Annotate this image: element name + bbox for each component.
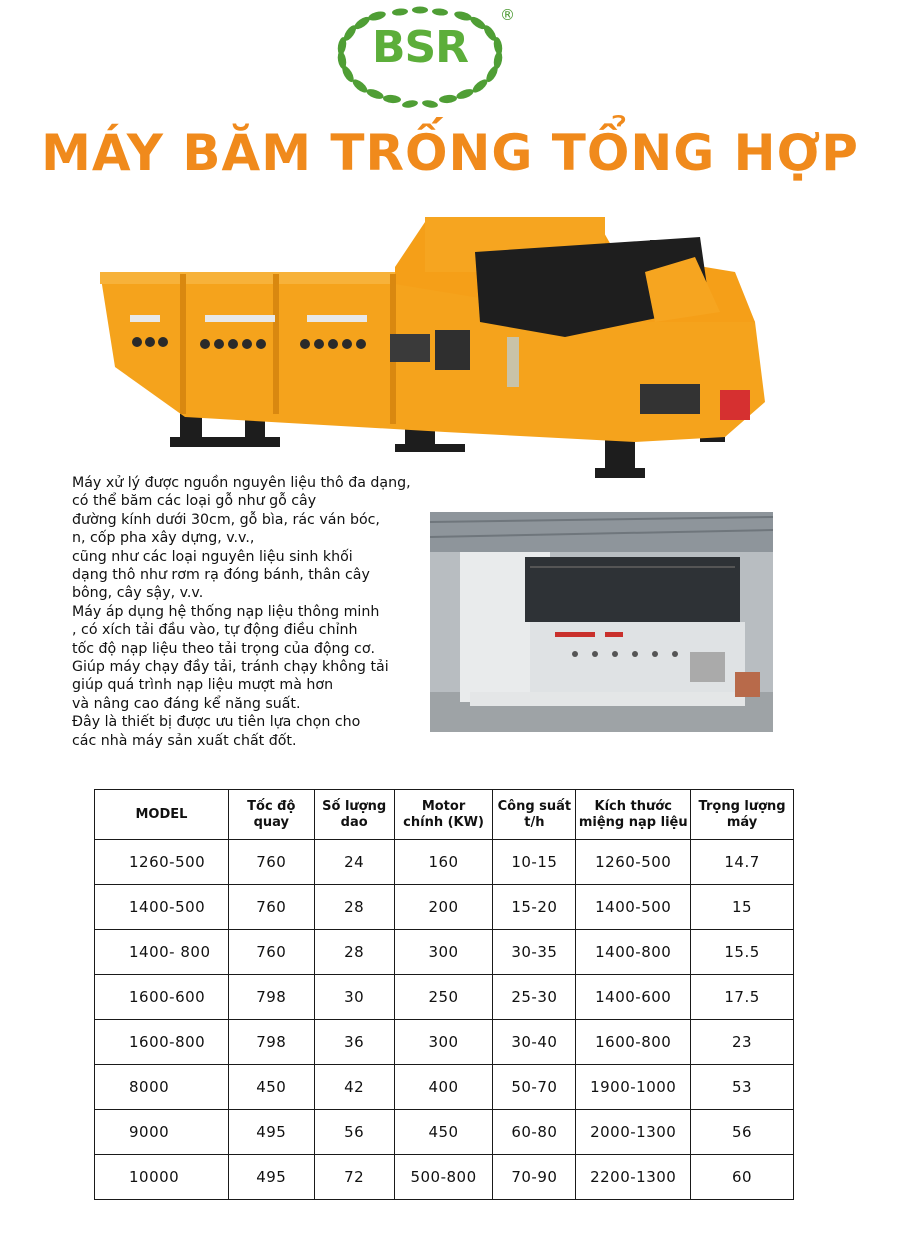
cell-blades: 42 [314,1065,394,1110]
cell-weight: 56 [691,1110,794,1155]
description-line: Đây là thiết bị được ưu tiên lựa chọn cho [72,714,361,731]
cell-speed: 760 [228,885,314,930]
factory-machine-photo [430,512,773,732]
cell-feed-opening: 1900-1000 [576,1065,691,1110]
description-line: đường kính dưới 30cm, gỗ bìa, rác ván bóc, [72,511,380,528]
description-line: n, cốp pha xây dựng, v.v., [72,530,255,547]
description-line: Giúp máy chạy đầy tải, tránh chạy không tải [72,659,389,676]
cell-weight: 17.5 [691,975,794,1020]
cell-blades: 28 [314,930,394,975]
description-line: Máy xử lý được nguồn nguyên liệu thô đa dạng, [72,475,411,491]
cell-motor: 160 [394,840,493,885]
logo-text: BSR [371,22,469,73]
cell-capacity: 70-90 [493,1155,576,1200]
header-text: Motor [421,798,466,814]
cell-speed: 450 [228,1065,314,1110]
cell-feed-opening: 1600-800 [576,1020,691,1065]
cell-speed: 760 [228,840,314,885]
cell-motor: 300 [394,1020,493,1065]
header-text: Công suất [497,798,572,814]
cell-model: 9000 [95,1110,229,1155]
cell-weight: 53 [691,1065,794,1110]
header-text: Trọng lượng [698,798,786,814]
cell-speed: 798 [228,1020,314,1065]
table-row [95,840,794,885]
header-speed [228,790,314,840]
description-line: Máy áp dụng hệ thống nạp liệu thông minh [72,603,380,620]
header-motor [394,790,493,840]
header-text: chính (KW) [403,814,484,830]
cell-feed-opening: 1400-800 [576,930,691,975]
description-line: và nâng cao đáng kể năng suất. [72,695,301,712]
header-text: MODEL [135,806,188,822]
header-feed-opening [576,790,691,840]
table-header-row [95,790,794,840]
cell-speed: 760 [228,930,314,975]
cell-speed: 495 [228,1155,314,1200]
description-line: cũng như các loại nguyên liệu sinh khối [72,548,353,565]
header-text: Tốc độ [247,798,296,814]
header-capacity [493,790,576,840]
cell-capacity: 15-20 [493,885,576,930]
cell-model: 8000 [95,1065,229,1110]
brand-logo [320,4,520,112]
cell-model: 1600-800 [95,1020,229,1065]
cell-weight: 60 [691,1155,794,1200]
product-description [72,474,432,750]
cell-model: 10000 [95,1155,229,1200]
cell-motor: 450 [394,1110,493,1155]
cell-model: 1260-500 [95,840,229,885]
cell-blades: 30 [314,975,394,1020]
cell-blades: 56 [314,1110,394,1155]
cell-weight: 15 [691,885,794,930]
header-model [95,790,229,840]
table-row [95,930,794,975]
cell-motor: 400 [394,1065,493,1110]
cell-weight: 15.5 [691,930,794,975]
description-line: có thể băm các loại gỗ như gỗ cây [72,493,317,510]
header-weight [691,790,794,840]
cell-blades: 36 [314,1020,394,1065]
cell-model: 1400-500 [95,885,229,930]
cell-weight: 14.7 [691,840,794,885]
header-blades [314,790,394,840]
header-text: miệng nạp liệu [578,814,688,830]
header-text: Kích thước [594,798,672,814]
drum-chipper-image [95,212,785,480]
cell-blades: 72 [314,1155,394,1200]
cell-feed-opening: 1400-500 [576,885,691,930]
cell-motor: 300 [394,930,493,975]
registered-mark: ® [500,6,515,24]
cell-capacity: 60-80 [493,1110,576,1155]
cell-capacity: 30-40 [493,1020,576,1065]
header-text: dao [340,814,368,830]
cell-motor: 250 [394,975,493,1020]
cell-motor: 200 [394,885,493,930]
cell-feed-opening: 1400-600 [576,975,691,1020]
header-text: Số lượng [322,798,387,814]
description-line: bông, cây sậy, v.v. [72,585,204,602]
cell-blades: 28 [314,885,394,930]
cell-motor: 500-800 [394,1155,493,1200]
header-text: t/h [524,814,545,830]
table-row [95,975,794,1020]
cell-speed: 495 [228,1110,314,1155]
header-text: quay [253,814,289,830]
cell-feed-opening: 2000-1300 [576,1110,691,1155]
cell-model: 1600-600 [95,975,229,1020]
table-row [95,1065,794,1110]
cell-capacity: 50-70 [493,1065,576,1110]
cell-blades: 24 [314,840,394,885]
table-row [95,1155,794,1200]
description-line: dạng thô như rơm rạ đóng bánh, thân cây [72,567,370,584]
cell-capacity: 10-15 [493,840,576,885]
table-row [95,885,794,930]
description-line: các nhà máy sản xuất chất đốt. [72,732,297,749]
cell-feed-opening: 2200-1300 [576,1155,691,1200]
header-text: máy [726,814,758,830]
cell-model: 1400- 800 [95,930,229,975]
description-line: giúp quá trình nạp liệu mượt mà hơn [72,677,334,694]
page-title: MÁY BĂM TRỐNG TỔNG HỢP [41,124,859,182]
cell-weight: 23 [691,1020,794,1065]
cell-feed-opening: 1260-500 [576,840,691,885]
table-row [95,1110,794,1155]
description-line: tốc độ nạp liệu theo tải trọng của động cơ. [72,640,376,657]
cell-speed: 798 [228,975,314,1020]
cell-capacity: 30-35 [493,930,576,975]
description-line: , có xích tải đầu vào, tự động điều chỉnh [72,622,358,639]
spec-table [94,789,794,1200]
table-row [95,1020,794,1065]
cell-capacity: 25-30 [493,975,576,1020]
